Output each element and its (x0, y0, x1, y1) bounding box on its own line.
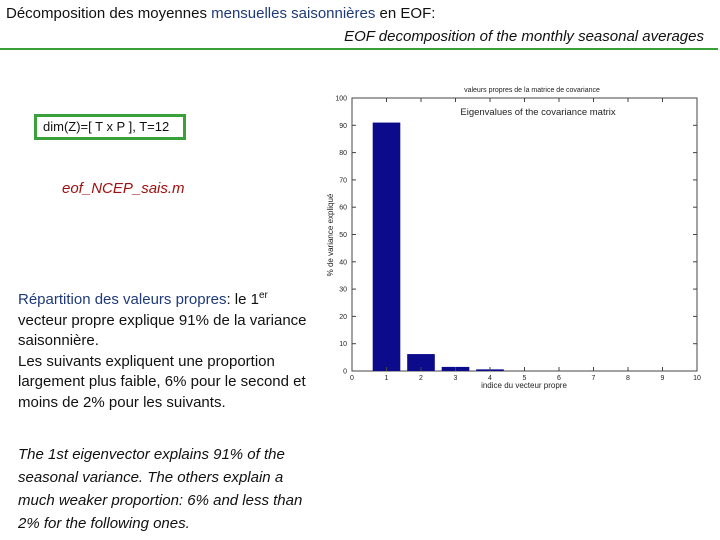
x-tick-label: 1 (384, 375, 389, 382)
script-filename: eof_NCEP_sais.m (62, 180, 185, 197)
title-fr-prefix: Décomposition des moyennes (6, 5, 212, 22)
title-divider (0, 48, 718, 50)
chart-subtitle: Eigenvalues of the covariance matrix (460, 107, 616, 118)
slide-title-french (6, 5, 435, 22)
y-tick-label: 50 (339, 232, 347, 239)
para-fr-line-1 (18, 290, 333, 311)
x-tick-label: 10 (693, 375, 701, 382)
chart-title: valeurs propres de la matrice de covariance (464, 87, 600, 94)
para-fr-superscript: er (258, 290, 268, 301)
x-axis-label: indice du vecteur propre (481, 381, 567, 390)
x-tick-label: 5 (522, 375, 527, 382)
x-tick-label: 9 (660, 375, 665, 382)
para-fr-highlight: Répartition des valeurs propres (18, 291, 227, 308)
y-tick-label: 60 (339, 204, 347, 212)
paragraph-english (18, 443, 338, 535)
x-tick-label: 3 (453, 375, 458, 382)
x-tick-label: 0 (350, 375, 354, 382)
title-fr-highlight: mensuelles saisonnières (211, 5, 376, 22)
y-tick-label: 90 (339, 122, 347, 130)
para-fr-line-3: saisonnière. (18, 332, 99, 349)
para-fr-line-6: moins de 2% pour les suivants. (18, 393, 226, 411)
para-en-line-4: 2% for the following ones. (18, 515, 190, 532)
y-tick-label: 10 (339, 341, 347, 349)
title-fr-suffix: en EOF: (375, 5, 436, 22)
y-tick-label: 40 (339, 259, 347, 267)
y-tick-label: 100 (335, 95, 347, 103)
y-tick-label: 0 (343, 368, 347, 376)
y-tick-label: 30 (339, 286, 347, 294)
para-en-line-1: The 1st eigenvector explains 91% of the (18, 446, 285, 463)
y-tick-label: 20 (339, 313, 347, 321)
para-fr-line-5: largement plus faible, 6% pour le second et (18, 373, 306, 390)
dimension-box: dim(Z)=[ T x P ], T=12 (34, 114, 186, 140)
para-fr-line-2: vecteur propre explique 91% de la variance (18, 311, 307, 329)
bar-1 (373, 123, 401, 371)
x-tick-label: 6 (557, 375, 561, 382)
paragraph-french (18, 290, 333, 420)
x-tick-label: 2 (419, 375, 423, 382)
slide-title-english: EOF decomposition of the monthly seasonal averages (344, 28, 704, 45)
y-tick-label: 70 (339, 177, 347, 185)
eigenvalue-chart (300, 78, 710, 398)
plot-frame (352, 98, 697, 371)
x-tick-label: 4 (488, 375, 492, 382)
para-en-line-3: much weaker proportion: 6% and less than (18, 492, 303, 509)
para-en-line-2: seasonal variance. The others explain a (18, 469, 284, 486)
x-tick-label: 7 (591, 375, 596, 382)
x-tick-label: 8 (626, 375, 630, 382)
para-fr-line-4: Les suivants expliquent une proportion (18, 352, 275, 370)
y-tick-label: 80 (339, 150, 347, 158)
y-axis-label: % de variance expliqué (326, 193, 335, 277)
para-fr-line-1-text: : le 1 (226, 291, 259, 308)
